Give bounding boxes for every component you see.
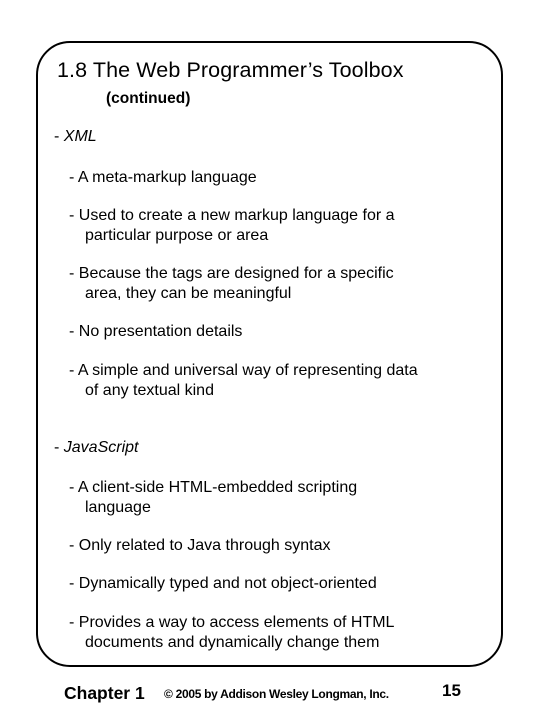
bullet-item [69, 574, 377, 594]
bullet-item [69, 264, 394, 304]
bullet-text: - A simple and universal way of representing data [69, 362, 418, 379]
bullet-text-continued: area, they can be meaningful [85, 285, 292, 302]
bullet-text: - Used to create a new markup language for a [69, 207, 395, 224]
bullet-text-continued: documents and dynamically change them [85, 634, 380, 651]
footer-copyright: © 2005 by Addison Wesley Longman, Inc. [164, 687, 389, 701]
bullet-text: - Provides a way to access elements of HTML [69, 614, 395, 631]
bullet-text: - Dynamically typed and not object-oriented [69, 575, 377, 592]
slide-subtitle: (continued) [106, 90, 191, 107]
bullet-item [69, 613, 394, 653]
bullet-text-continued: of any textual kind [85, 382, 214, 399]
bullet-text: - A client-side HTML-embedded scripting [69, 479, 358, 496]
bullet-text: - A meta-markup language [69, 169, 257, 186]
bullet-item [69, 478, 357, 518]
bullet-item [69, 206, 395, 246]
bullet-text: - Only related to Java through syntax [69, 537, 331, 554]
section-heading-text: XML [63, 128, 97, 145]
bullet-text-continued: language [85, 499, 151, 516]
bullet-text-continued: particular purpose or area [85, 227, 269, 244]
bullet-text: - No presentation details [69, 323, 243, 340]
section-heading-javascript [54, 439, 138, 457]
page-number: 15 [442, 681, 461, 700]
bullet-item [69, 322, 242, 342]
section-heading-dash: - [54, 128, 64, 145]
section-heading-text: JavaScript [63, 439, 139, 456]
section-heading-xml [54, 128, 97, 146]
bullet-item [69, 168, 257, 188]
section-heading-dash: - [54, 439, 64, 456]
bullet-item [69, 536, 330, 556]
bullet-item [69, 361, 418, 401]
slide-title: 1.8 The Web Programmer’s Toolbox [57, 58, 404, 82]
footer-chapter: Chapter 1 [64, 683, 145, 703]
bullet-text: - Because the tags are designed for a specific [69, 265, 394, 282]
